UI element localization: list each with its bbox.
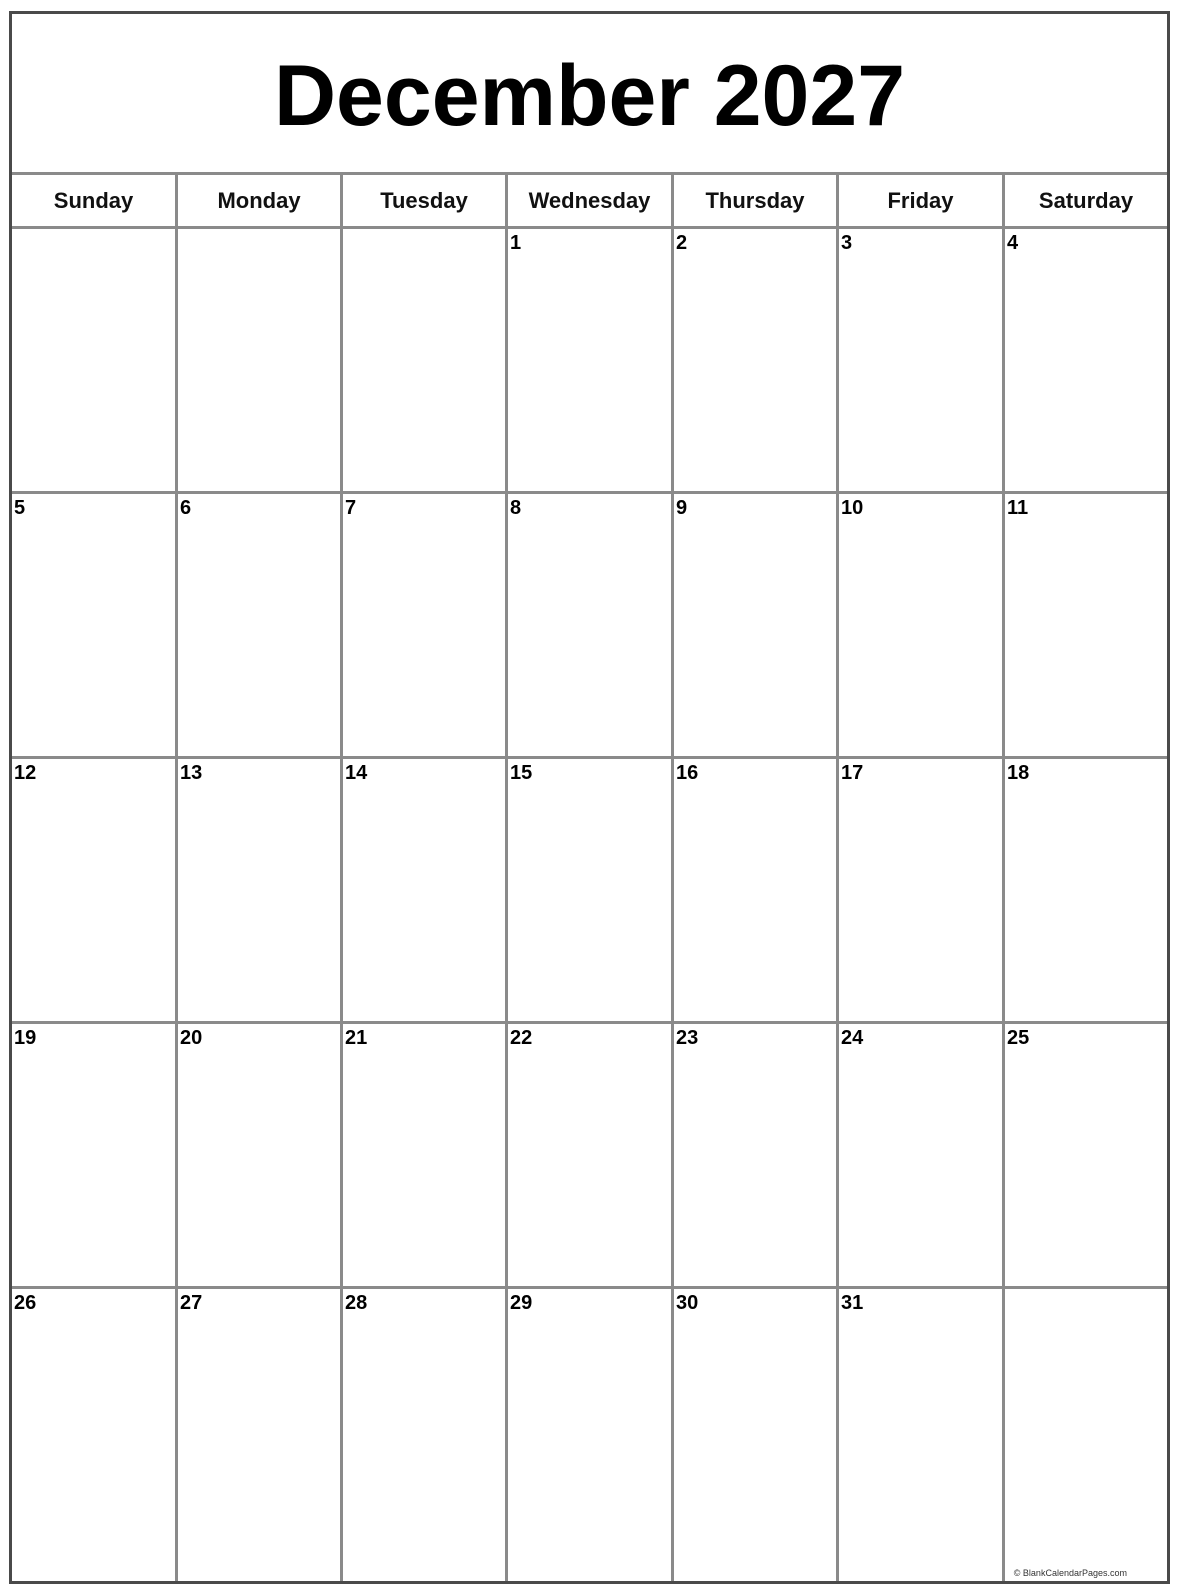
day-cell[interactable] [12, 1024, 178, 1289]
day-number: 30 [676, 1292, 699, 1314]
day-number: 17 [841, 762, 864, 784]
day-cell[interactable] [1005, 494, 1167, 759]
day-cell[interactable] [178, 1289, 343, 1581]
day-cell[interactable] [178, 1024, 343, 1289]
day-cell[interactable] [674, 494, 839, 759]
day-number: 27 [180, 1292, 203, 1314]
day-cell[interactable] [12, 1289, 178, 1581]
weekday-monday: Monday [178, 175, 343, 229]
day-number: 26 [14, 1292, 37, 1314]
day-cell[interactable] [178, 494, 343, 759]
day-number: 28 [345, 1292, 368, 1314]
weekday-friday: Friday [839, 175, 1005, 229]
day-cell[interactable] [343, 229, 508, 494]
day-cell[interactable] [508, 229, 674, 494]
day-cell[interactable] [839, 229, 1005, 494]
week-row-5 [12, 1289, 1167, 1581]
calendar-frame [9, 11, 1170, 1584]
day-number: 12 [14, 762, 37, 784]
day-number: 15 [510, 762, 533, 784]
weekday-header-row [12, 175, 1167, 229]
day-number: 4 [1007, 232, 1019, 254]
weekday-sunday: Sunday [12, 175, 178, 229]
weekday-thursday: Thursday [674, 175, 839, 229]
day-number: 31 [841, 1292, 864, 1314]
day-cell[interactable] [12, 494, 178, 759]
day-cell[interactable] [343, 1289, 508, 1581]
day-cell[interactable] [343, 759, 508, 1024]
day-cell[interactable] [674, 1289, 839, 1581]
day-cell[interactable] [12, 229, 178, 494]
calendar-title: December 2027 [273, 47, 906, 144]
day-number: 11 [1007, 497, 1029, 519]
day-number: 9 [676, 497, 688, 519]
title-bar [12, 14, 1167, 175]
day-number: 5 [14, 497, 26, 519]
day-number: 21 [345, 1027, 368, 1049]
day-cell[interactable] [839, 1024, 1005, 1289]
day-cell[interactable] [674, 229, 839, 494]
calendar-grid [12, 229, 1167, 1581]
copyright-credit: © BlankCalendarPages.com [1013, 1568, 1127, 1578]
week-row-4 [12, 1024, 1167, 1289]
day-cell[interactable] [1005, 229, 1167, 494]
day-cell[interactable] [508, 1024, 674, 1289]
day-number: 20 [180, 1027, 203, 1049]
day-cell[interactable] [839, 494, 1005, 759]
day-cell[interactable] [1005, 1024, 1167, 1289]
day-cell[interactable] [178, 229, 343, 494]
week-row-2 [12, 494, 1167, 759]
day-cell[interactable] [343, 494, 508, 759]
day-cell[interactable] [1005, 1289, 1167, 1581]
day-number: 2 [676, 232, 688, 254]
day-cell[interactable] [12, 759, 178, 1024]
day-number: 13 [180, 762, 203, 784]
day-number: 22 [510, 1027, 533, 1049]
day-number: 7 [345, 497, 357, 519]
day-number: 1 [510, 232, 522, 254]
day-number: 16 [676, 762, 699, 784]
day-cell[interactable] [508, 494, 674, 759]
day-number: 23 [676, 1027, 699, 1049]
day-number: 6 [180, 497, 192, 519]
day-cell[interactable] [1005, 759, 1167, 1024]
day-cell[interactable] [343, 1024, 508, 1289]
day-number: 18 [1007, 762, 1030, 784]
week-row-1 [12, 229, 1167, 494]
day-number: 25 [1007, 1027, 1030, 1049]
weekday-saturday: Saturday [1005, 175, 1167, 229]
day-number: 14 [345, 762, 368, 784]
day-number: 10 [841, 497, 864, 519]
day-cell[interactable] [839, 759, 1005, 1024]
weekday-tuesday: Tuesday [343, 175, 508, 229]
day-cell[interactable] [839, 1289, 1005, 1581]
day-number: 19 [14, 1027, 37, 1049]
day-number: 3 [841, 232, 853, 254]
day-number: 24 [841, 1027, 864, 1049]
day-cell[interactable] [178, 759, 343, 1024]
day-cell[interactable] [674, 759, 839, 1024]
day-cell[interactable] [508, 1289, 674, 1581]
day-cell[interactable] [674, 1024, 839, 1289]
weekday-wednesday: Wednesday [508, 175, 674, 229]
day-number: 29 [510, 1292, 533, 1314]
week-row-3 [12, 759, 1167, 1024]
day-number: 8 [510, 497, 522, 519]
day-cell[interactable] [508, 759, 674, 1024]
